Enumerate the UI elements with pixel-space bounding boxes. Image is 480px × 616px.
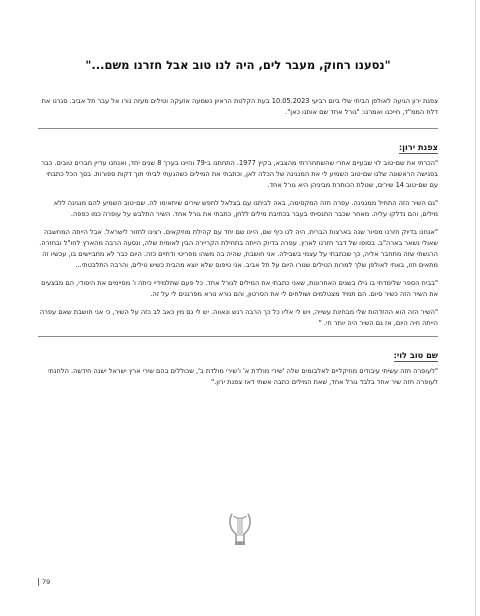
page-title: "נסענו רחוק, מעבר לים, היה לנו טוב אבל חזרנו משם..." [85,58,391,72]
divider-top [38,128,438,129]
page-number: 79 [38,578,50,586]
lyre-icon [228,512,252,548]
paragraph: "גם השיר הזה התחיל ממנגינה. עפרה חזה המקסימה, באה לביתנו עם בצלאל לחפש שירים שיתאימו לה. שם-טוב השמיע להם מנגינה ללא מילים, והם נדלקו עליה. מאחר שכבר התנסיתי בעבר בכתיבת מילים ללחן, כתבתי את גורל אחד. השיר התלבש על עופרה כמו כפפה. [53,199,438,218]
section-tzipnat-yaron [38,135,438,329]
paragraph: "לעופרה חזה עשיתי עיבודים מוזיקליים לאלבומים שלה 'שירי מולדת א' ו'שירי מולדת ב', שכוללים בהם שירי ארץ ישראל ישנה חידשה. הלחנתי לעופרה חזה שיר אחד בלבד גורל אחד, שאת המילים כתבה אשתי דאז צפנת ירון." [48,367,438,386]
paragraph: "הכרתי את שם-טוב לוי שבעיים אחרי שהשתחררתי מהצבא, בקיץ 1977. התחתנו ב-79 והיינו בערך 8 שנים יחד, ואנחנו עדיין חברים טובים. כבר בפגישה הראשונה שלנו שם-טוב השמיע לי את המנגינה של הכלה לאן, וכתבתי את המילים כשהגעתי לביתי תוך דקות ספורות. בסך הכל כתבתי עם שם-טוב 14 שירים, שנולת הכותרת מביניהן היא גורל אחד. [41,159,438,189]
divider-middle [38,336,438,337]
speaker-heading-shemtov: שם טוב לוי: [393,350,438,360]
paragraph: "בבית הספר שלימדתי בו גילו בשנים האחרונות, שאני כתבתי את המילים לגורל אחד. כל פעם שתלמידיי כיתה ו' מסיימים את היסודי, הם מבצעים את השיר הזה כשיר סיום. הם תמיד מצטלמים ושולחים לי את הסרטון, והם נורא נורא מפרגנים לי על זה. [41,279,438,298]
speaker-heading-tzipnat: צפנת ירון: [398,142,438,152]
paragraph: "אנחנו בדיוק חזרנו מסיור שנה בארצות הברית. היה לנו כיף שם, היינו שם יחד עם קהילת מוזיקאים. רצינו לחזור לישראל. אבל הייתה המחשבה שאולי נשאר בארה"ב. בסופו של דבר חזרנו לארץ. עפרה בדיוק הייתה בתחילת הקריירה הבין לאומית שלה, ונסעה הרבה מהארץ לחו"ל ובחזרה. הרגשתי שזה מתחבר אליה, כך שכתבתי על עצמי בשבילה. אני חושבת, שהיה בה משהו מפריטי ודתיים כזה. היום כבר לא מתביישים בו, עכשיו זה מתאים חזו, באתי לאולפן שלך למרות הטילים שנורו היום על תל אביב. אני טיפוס שלא יוצא מהבית כשיש טילים, והרבה התלבטתי... [39,228,438,269]
page-edge-line [475,0,476,616]
article [38,58,438,395]
section-shem-tov-levi [38,343,438,388]
intro-paragraph: צפנת ירון הגיעה לאולפן הביתי שלי ביום רביעי 10.05.2023 בעת הקלטת הראיון נשמעה אזעקה וטילים מעזה נורו אל עבר תל אביב. סגרנו את דלת הממ"ד, חייכנו ואמרנו: "גורל אחד שם אותנו כאן". [41,97,438,116]
paragraph: "השיר הזה הוא ההזדהות שלי מבחינת עשייה, ויש לי אליו כל כך הרבה רגש ונאווה. יש לי גם מין כאב לב כזה על השיר, כי אני חושבת שאם עפרה הייתה חיה היום, אז גם השיר היה יותר חי. " [39,308,438,327]
